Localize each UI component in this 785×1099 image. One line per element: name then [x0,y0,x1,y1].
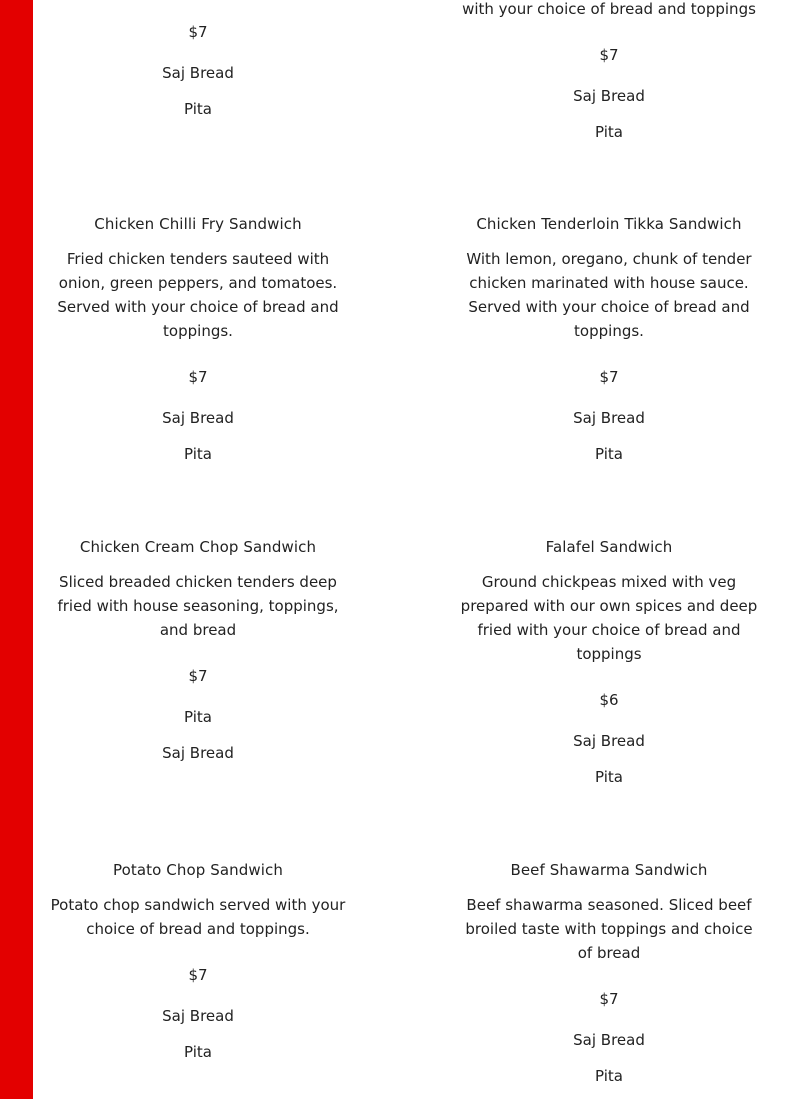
bread-option-pita[interactable]: Pita [184,1043,212,1061]
item-price: $7 [188,667,208,685]
item-price: $7 [599,368,619,386]
bread-option-pita[interactable]: Pita [595,445,623,463]
item-price: $7 [188,368,208,386]
item-price: $7 [599,990,619,1008]
item-price: $6 [599,691,619,709]
item-description: Sliced breaded chicken tenders deep fried with house seasoning, toppings, and bread [57,573,339,639]
bread-option-pita[interactable]: Pita [595,1067,623,1085]
item-name: Potato Chop Sandwich [113,861,283,879]
menu-item-falafel [454,537,764,787]
bread-option-saj[interactable]: Saj Bread [162,1007,234,1025]
item-description: Potato chop sandwich served with your choice of bread and toppings. [50,896,346,938]
item-description: with your choice of bread and toppings [462,0,756,18]
menu-item-partial-left [43,22,353,119]
red-accent-sidebar [0,0,33,1099]
menu-item-partial-right [454,0,764,142]
bread-option-pita[interactable]: Pita [184,708,212,726]
item-description: With lemon, oregano, chunk of tender chicken marinated with house sauce. Served with your choice of bread and toppings. [466,250,752,340]
bread-option-pita[interactable]: Pita [184,445,212,463]
bread-option-saj[interactable]: Saj Bread [162,64,234,82]
item-name: Falafel Sandwich [545,538,673,556]
item-price: $7 [188,966,208,984]
item-description: Fried chicken tenders sauteed with onion, green peppers, and tomatoes. Served with your choice of bread and toppings. [57,250,339,340]
item-description: Ground chickpeas mixed with veg prepared with our own spices and deep fried with your choice of bread and toppings [460,573,758,663]
item-name: Chicken Chilli Fry Sandwich [94,215,302,233]
menu-item-chicken-cream-chop [43,537,353,763]
bread-option-saj[interactable]: Saj Bread [573,87,645,105]
bread-option-saj[interactable]: Saj Bread [573,732,645,750]
menu-item-potato-chop [43,860,353,1062]
bread-option-saj[interactable]: Saj Bread [162,744,234,762]
bread-option-saj[interactable]: Saj Bread [162,409,234,427]
item-description: Beef shawarma seasoned. Sliced beef broiled taste with toppings and choice of bread [465,896,753,962]
menu-item-beef-shawarma [454,860,764,1086]
menu-item-chicken-tenderloin-tikka [454,214,764,464]
item-name: Chicken Cream Chop Sandwich [79,538,317,556]
item-price: $7 [599,46,619,64]
bread-option-saj[interactable]: Saj Bread [573,1031,645,1049]
bread-option-saj[interactable]: Saj Bread [573,409,645,427]
item-name: Chicken Tenderloin Tikka Sandwich [476,215,742,233]
menu-item-chicken-chilli-fry [43,214,353,464]
item-name: Beef Shawarma Sandwich [510,861,708,879]
bread-option-pita[interactable]: Pita [184,100,212,118]
item-price: $7 [188,23,208,41]
bread-option-pita[interactable]: Pita [595,123,623,141]
bread-option-pita[interactable]: Pita [595,768,623,786]
